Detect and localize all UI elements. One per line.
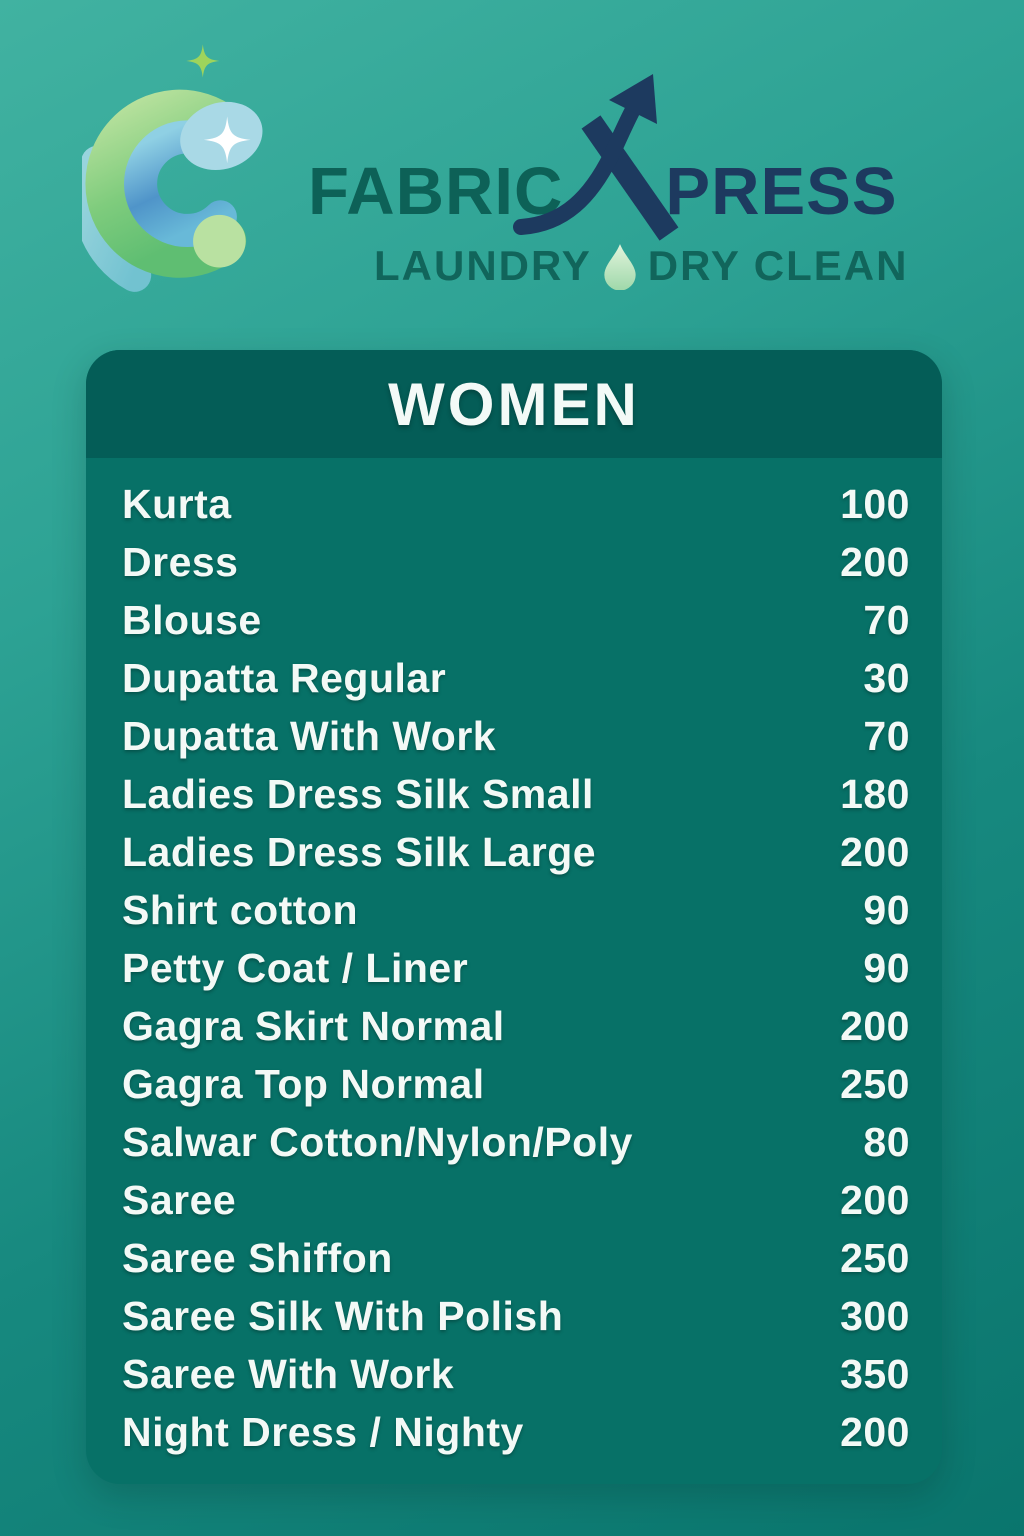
price-row xyxy=(122,1055,910,1113)
price-row xyxy=(122,939,910,997)
price-row xyxy=(122,1345,910,1403)
tagline-laundry: LAUNDRY xyxy=(374,242,592,289)
price-row xyxy=(122,1229,910,1287)
brand-wordmark xyxy=(308,128,908,290)
brand-name-press: PRESS xyxy=(665,154,898,230)
brand-tagline xyxy=(374,242,908,290)
price-row xyxy=(122,997,910,1055)
item-price: 250 xyxy=(840,1234,910,1281)
item-price: 350 xyxy=(840,1350,910,1397)
x-growth-arrow-icon xyxy=(561,128,669,220)
price-row xyxy=(122,1403,910,1461)
item-price: 200 xyxy=(840,1408,910,1455)
item-label: Petty Coat / Liner xyxy=(122,944,469,991)
item-label: Blouse xyxy=(122,596,262,643)
item-label: Salwar Cotton/Nylon/Poly xyxy=(122,1118,633,1165)
item-label: Saree xyxy=(122,1176,237,1223)
price-row xyxy=(122,1113,910,1171)
price-row xyxy=(122,649,910,707)
item-label: Shirt cotton xyxy=(122,886,359,933)
item-label: Dupatta With Work xyxy=(122,712,497,759)
green-sparkle-icon xyxy=(186,44,219,77)
section-title: WOMEN xyxy=(388,370,640,438)
price-card xyxy=(86,350,942,1484)
item-price: 70 xyxy=(863,712,910,759)
item-price: 90 xyxy=(863,944,910,991)
price-row xyxy=(122,533,910,591)
item-label: Night Dress / Nighty xyxy=(122,1408,524,1455)
c-swirl-logo-icon xyxy=(82,42,272,304)
price-row xyxy=(122,475,910,533)
item-price: 200 xyxy=(840,1002,910,1049)
item-label: Gagra Skirt Normal xyxy=(122,1002,505,1049)
item-label: Saree With Work xyxy=(122,1350,455,1397)
item-price: 70 xyxy=(863,596,910,643)
item-label: Gagra Top Normal xyxy=(122,1060,485,1107)
price-list xyxy=(86,458,942,1461)
item-price: 180 xyxy=(840,770,910,817)
water-drop-icon xyxy=(602,242,638,290)
item-label: Saree Silk With Polish xyxy=(122,1292,564,1339)
item-price: 100 xyxy=(840,480,910,527)
item-price: 30 xyxy=(863,654,910,701)
price-row xyxy=(122,1287,910,1345)
item-price: 200 xyxy=(840,538,910,585)
price-row xyxy=(122,707,910,765)
item-label: Ladies Dress Silk Small xyxy=(122,770,594,817)
section-header xyxy=(86,350,942,458)
tagline-dry-clean: DRY CLEAN xyxy=(647,242,909,289)
item-label: Ladies Dress Silk Large xyxy=(122,828,597,875)
item-label: Saree Shiffon xyxy=(122,1234,393,1281)
item-label: Kurta xyxy=(122,480,232,527)
price-row xyxy=(122,823,910,881)
price-row xyxy=(122,1171,910,1229)
item-label: Dupatta Regular xyxy=(122,654,447,701)
price-row xyxy=(122,881,910,939)
item-price: 300 xyxy=(840,1292,910,1339)
brand-name xyxy=(308,128,908,230)
price-row xyxy=(122,765,910,823)
item-price: 250 xyxy=(840,1060,910,1107)
brand-name-fabric: FABRIC xyxy=(308,154,564,230)
item-price: 200 xyxy=(840,1176,910,1223)
item-price: 80 xyxy=(863,1118,910,1165)
item-price: 200 xyxy=(840,828,910,875)
price-row xyxy=(122,591,910,649)
brand-header xyxy=(0,0,1024,340)
item-label: Dress xyxy=(122,538,239,585)
item-price: 90 xyxy=(863,886,910,933)
